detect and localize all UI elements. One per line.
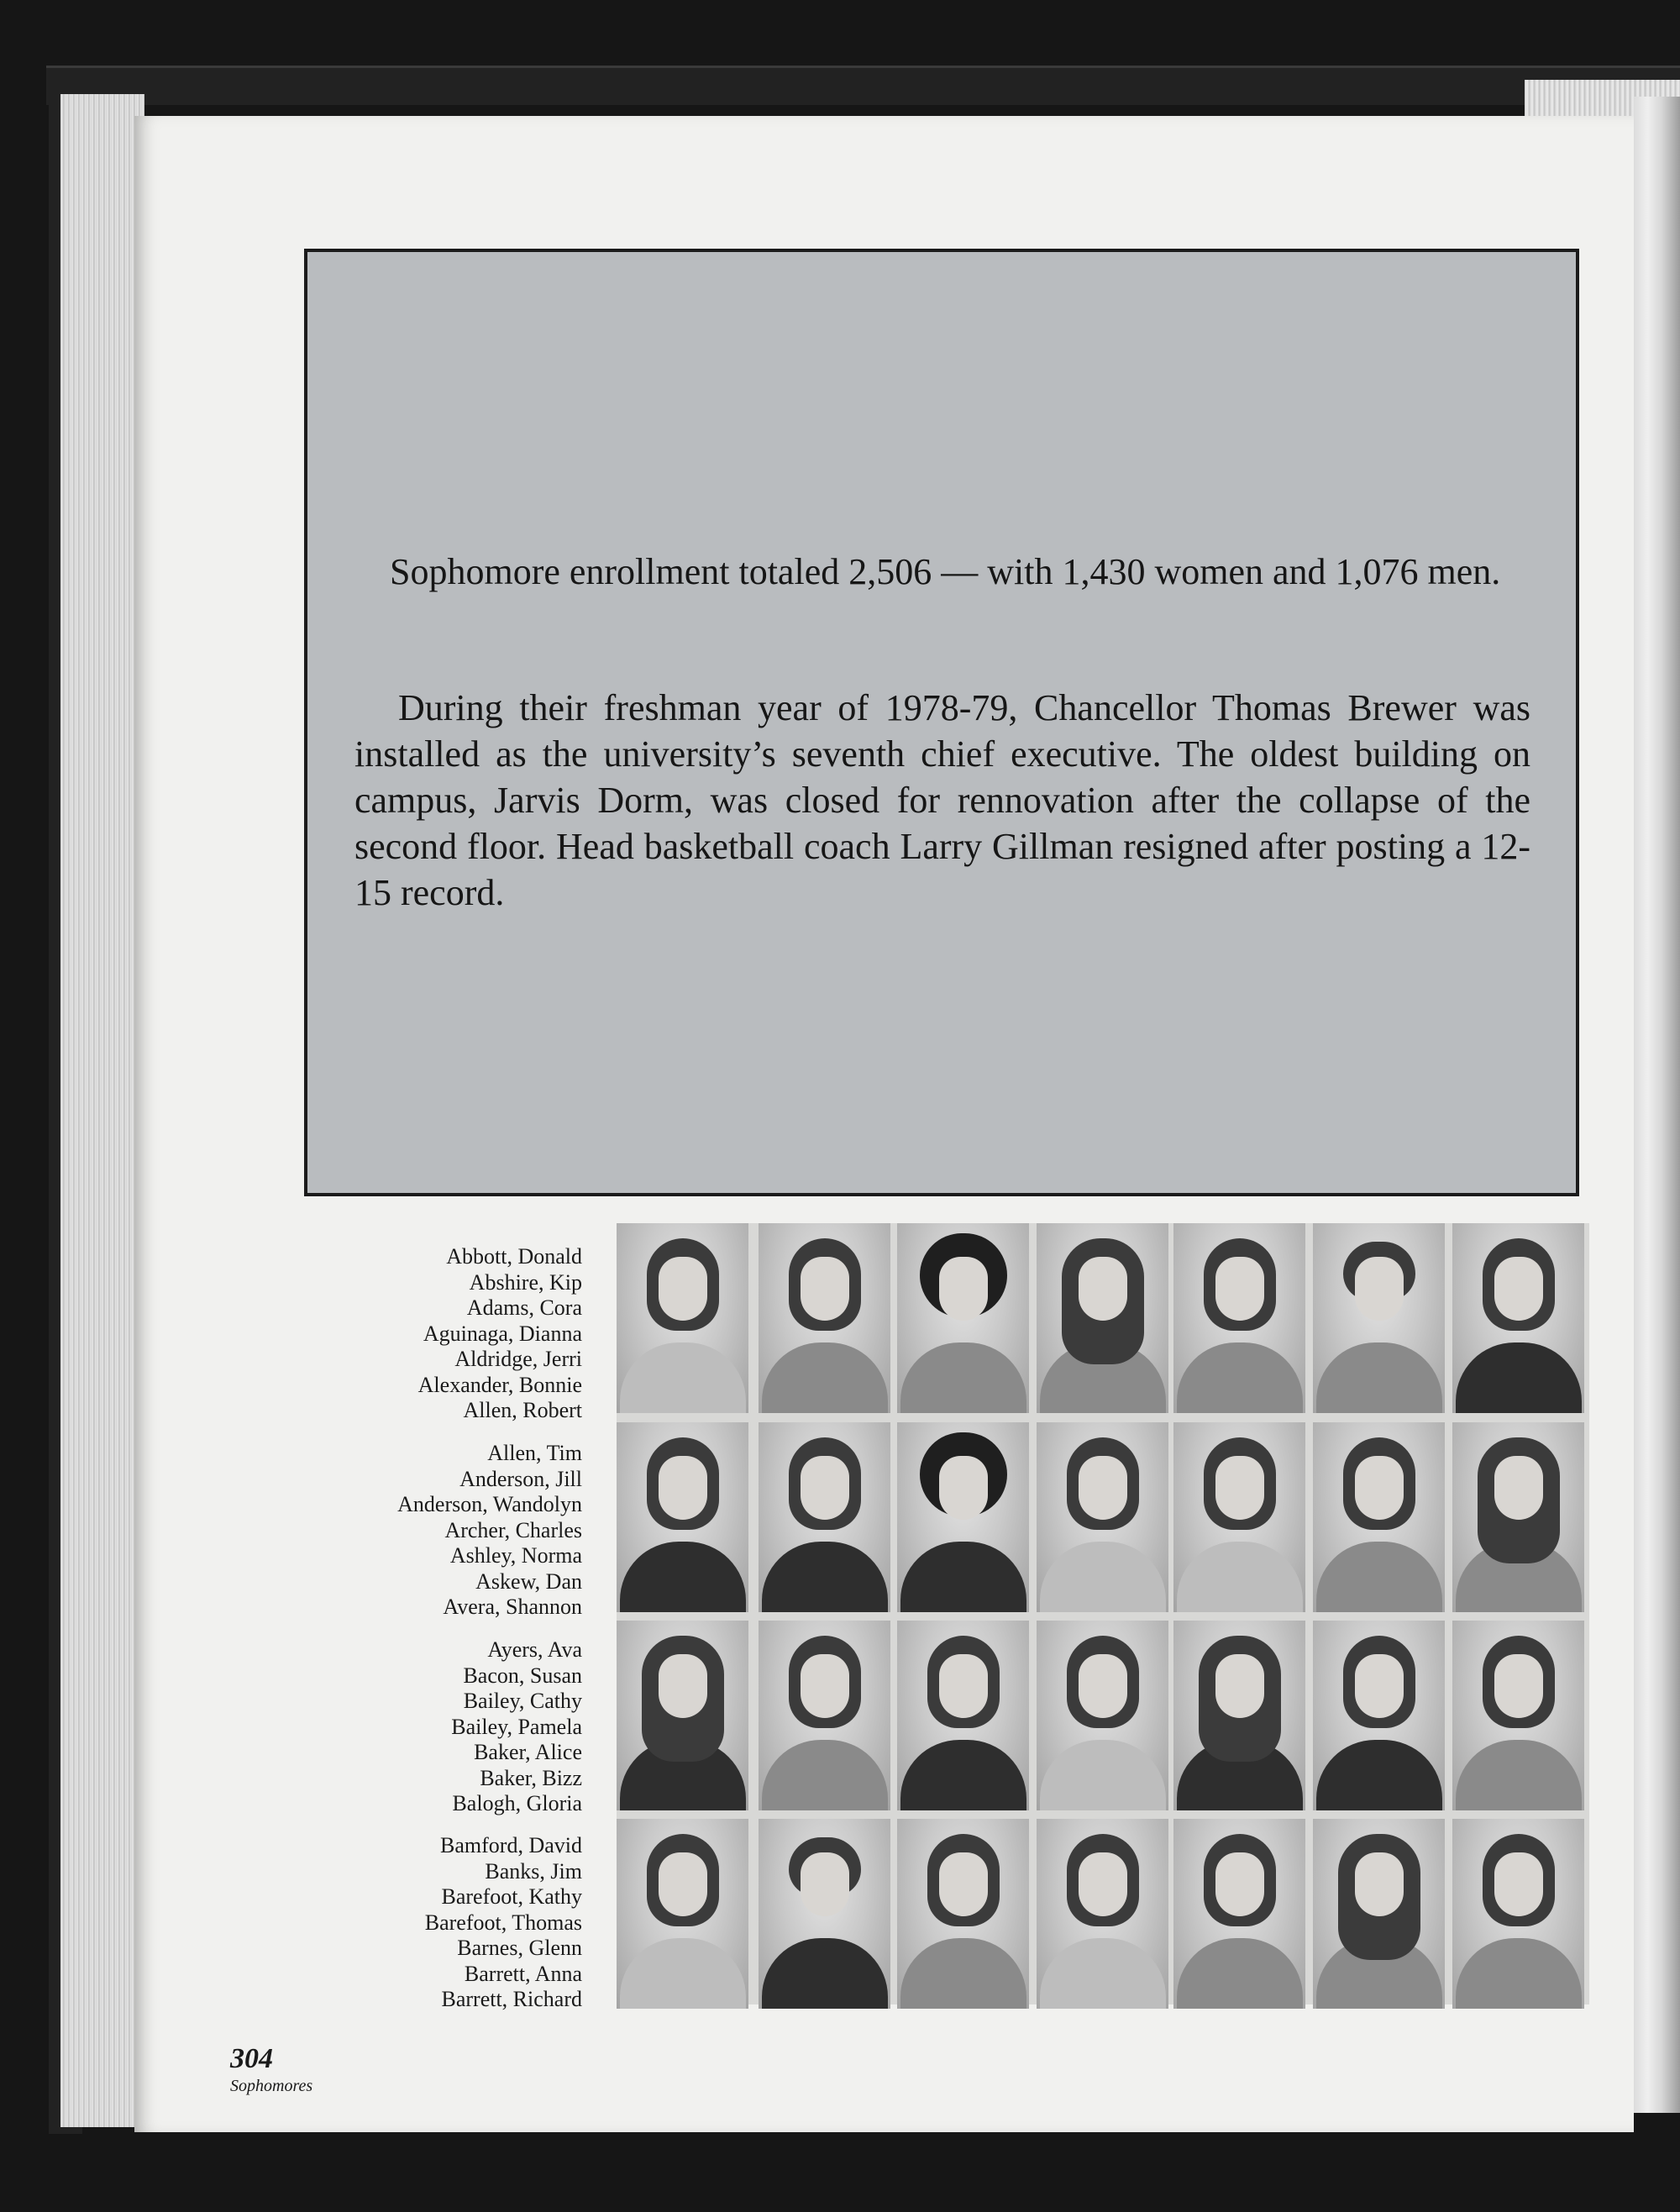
- student-portrait: [1037, 1621, 1168, 1810]
- portrait-body: [900, 1542, 1026, 1612]
- portrait-body: [1177, 1542, 1303, 1612]
- portrait-body: [900, 1342, 1026, 1413]
- portrait-body: [762, 1342, 888, 1413]
- student-name: Banks, Jim: [485, 1858, 582, 1884]
- portrait-body: [1316, 1542, 1442, 1612]
- name-group: [319, 1441, 582, 1621]
- portrait-body: [762, 1542, 888, 1612]
- freshman-year-paragraph: During their freshman year of 1978-79, Chancellor Thomas Brewer was installed as the university’s seventh chief executive. The oldest building on campus, Jarvis Dorm, was closed for rennovation after the collapse of the second floor. Head basketball coach Larry Gillman resigned after posting a 12-15 record.: [354, 687, 1530, 913]
- portrait-face: [1355, 1257, 1404, 1321]
- portrait-face: [1215, 1456, 1264, 1520]
- book-cover-top: [46, 66, 1680, 105]
- name-group: [319, 1244, 582, 1424]
- portrait-face: [1079, 1654, 1127, 1718]
- student-name: Aguinaga, Dianna: [423, 1321, 582, 1346]
- portrait-body: [762, 1740, 888, 1810]
- student-name: Baker, Bizz: [480, 1765, 582, 1790]
- page-stack-edge: [60, 94, 144, 2127]
- student-name: Abbott, Donald: [446, 1244, 582, 1269]
- portrait-face: [1215, 1654, 1264, 1718]
- portrait-body: [1040, 1542, 1166, 1612]
- name-group: [319, 1637, 582, 1817]
- student-portrait: [759, 1422, 890, 1612]
- portrait-face: [1079, 1456, 1127, 1520]
- portrait-face: [939, 1654, 988, 1718]
- portrait-body: [1040, 1938, 1166, 2009]
- student-name: Allen, Robert: [463, 1398, 582, 1422]
- student-name: Bailey, Cathy: [463, 1689, 582, 1713]
- student-portrait: [1452, 1422, 1584, 1612]
- student-portrait: [1037, 1422, 1168, 1612]
- student-name: Bamford, David: [440, 1833, 582, 1857]
- facing-page-edge: [1634, 97, 1680, 2113]
- student-portrait: [1037, 1223, 1168, 1413]
- page-number: 304: [230, 2043, 273, 2074]
- student-name: Adams, Cora: [466, 1295, 582, 1320]
- student-name: Baker, Alice: [474, 1740, 582, 1764]
- name-group: [319, 1833, 582, 2013]
- student-portrait: [617, 1422, 748, 1612]
- student-portrait: [1313, 1621, 1445, 1810]
- portrait-face: [1355, 1654, 1404, 1718]
- student-portrait: [1173, 1223, 1305, 1413]
- student-portrait: [1313, 1819, 1445, 2009]
- student-portrait: [759, 1223, 890, 1413]
- student-name: Barrett, Anna: [464, 1961, 582, 1986]
- student-name: Bacon, Susan: [463, 1663, 582, 1688]
- portrait-face: [801, 1257, 849, 1321]
- portrait-face: [939, 1456, 988, 1520]
- portrait-face: [1494, 1654, 1543, 1718]
- portrait-face: [1079, 1257, 1127, 1321]
- portrait-face: [1215, 1852, 1264, 1916]
- student-name: Askew, Dan: [475, 1568, 582, 1594]
- student-portrait: [1452, 1819, 1584, 2009]
- portrait-body: [900, 1740, 1026, 1810]
- student-name: Aldridge, Jerri: [454, 1347, 582, 1371]
- student-name: Archer, Charles: [444, 1517, 582, 1542]
- enrollment-paragraph: Sophomore enrollment totaled 2,506 — with 1,430 women and 1,076 men.: [390, 551, 1501, 592]
- portrait-face: [1079, 1852, 1127, 1916]
- student-name: Barnes, Glenn: [457, 1936, 582, 1960]
- intro-text-box: [304, 249, 1579, 1196]
- student-portrait: [617, 1819, 748, 2009]
- student-portrait: [617, 1223, 748, 1413]
- student-portrait: [897, 1422, 1029, 1612]
- student-name: Allen, Tim: [487, 1441, 582, 1465]
- student-portrait: [1452, 1223, 1584, 1413]
- portrait-body: [620, 1938, 746, 2009]
- portrait-face: [1494, 1456, 1543, 1520]
- portrait-face: [1494, 1852, 1543, 1916]
- student-portrait: [1313, 1223, 1445, 1413]
- student-name: Anderson, Jill: [459, 1466, 582, 1491]
- portrait-face: [659, 1456, 707, 1520]
- student-portrait: [759, 1621, 890, 1810]
- student-portrait: [1173, 1621, 1305, 1810]
- student-name: Ashley, Norma: [449, 1543, 582, 1568]
- portrait-body: [1177, 1342, 1303, 1413]
- student-portrait: [759, 1819, 890, 2009]
- portrait-face: [1215, 1257, 1264, 1321]
- student-portrait: [897, 1819, 1029, 2009]
- portrait-body: [620, 1342, 746, 1413]
- student-portrait: [897, 1223, 1029, 1413]
- student-name: Alexander, Bonnie: [417, 1372, 582, 1397]
- portrait-body: [1456, 1740, 1582, 1810]
- student-name: Barrett, Richard: [441, 1987, 582, 2011]
- student-portrait: [1173, 1819, 1305, 2009]
- student-portrait: [1452, 1621, 1584, 1810]
- student-name: Bailey, Pamela: [451, 1714, 582, 1739]
- student-portrait: [617, 1621, 748, 1810]
- portrait-face: [939, 1257, 988, 1321]
- portrait-face: [801, 1456, 849, 1520]
- portrait-body: [1040, 1740, 1166, 1810]
- student-portrait: [1313, 1422, 1445, 1612]
- student-portrait: [897, 1621, 1029, 1810]
- portrait-face: [939, 1852, 988, 1916]
- student-name: Barefoot, Kathy: [441, 1884, 582, 1909]
- student-name: Balogh, Gloria: [452, 1791, 582, 1815]
- student-portrait: [1037, 1819, 1168, 2009]
- portrait-body: [1316, 1740, 1442, 1810]
- portrait-face: [659, 1852, 707, 1916]
- portrait-face: [1494, 1257, 1543, 1321]
- portrait-face: [1355, 1456, 1404, 1520]
- portrait-body: [900, 1938, 1026, 2009]
- portrait-face: [659, 1654, 707, 1718]
- student-portrait: [1173, 1422, 1305, 1612]
- student-name: Anderson, Wandolyn: [397, 1492, 582, 1516]
- portrait-body: [620, 1542, 746, 1612]
- student-name: Abshire, Kip: [469, 1269, 582, 1295]
- portrait-body: [1177, 1938, 1303, 2009]
- student-name: Barefoot, Thomas: [424, 1910, 582, 1935]
- section-label: Sophomores: [230, 2077, 313, 2095]
- portrait-face: [1355, 1852, 1404, 1916]
- portrait-body: [1456, 1938, 1582, 2009]
- portrait-face: [801, 1654, 849, 1718]
- student-name: Ayers, Ava: [487, 1637, 582, 1662]
- portrait-face: [801, 1852, 849, 1916]
- portrait-body: [1456, 1342, 1582, 1413]
- portrait-face: [659, 1257, 707, 1321]
- portrait-body: [1316, 1342, 1442, 1413]
- student-name: Avera, Shannon: [443, 1595, 582, 1619]
- portrait-body: [762, 1938, 888, 2009]
- portrait-grid: [617, 1223, 1589, 2004]
